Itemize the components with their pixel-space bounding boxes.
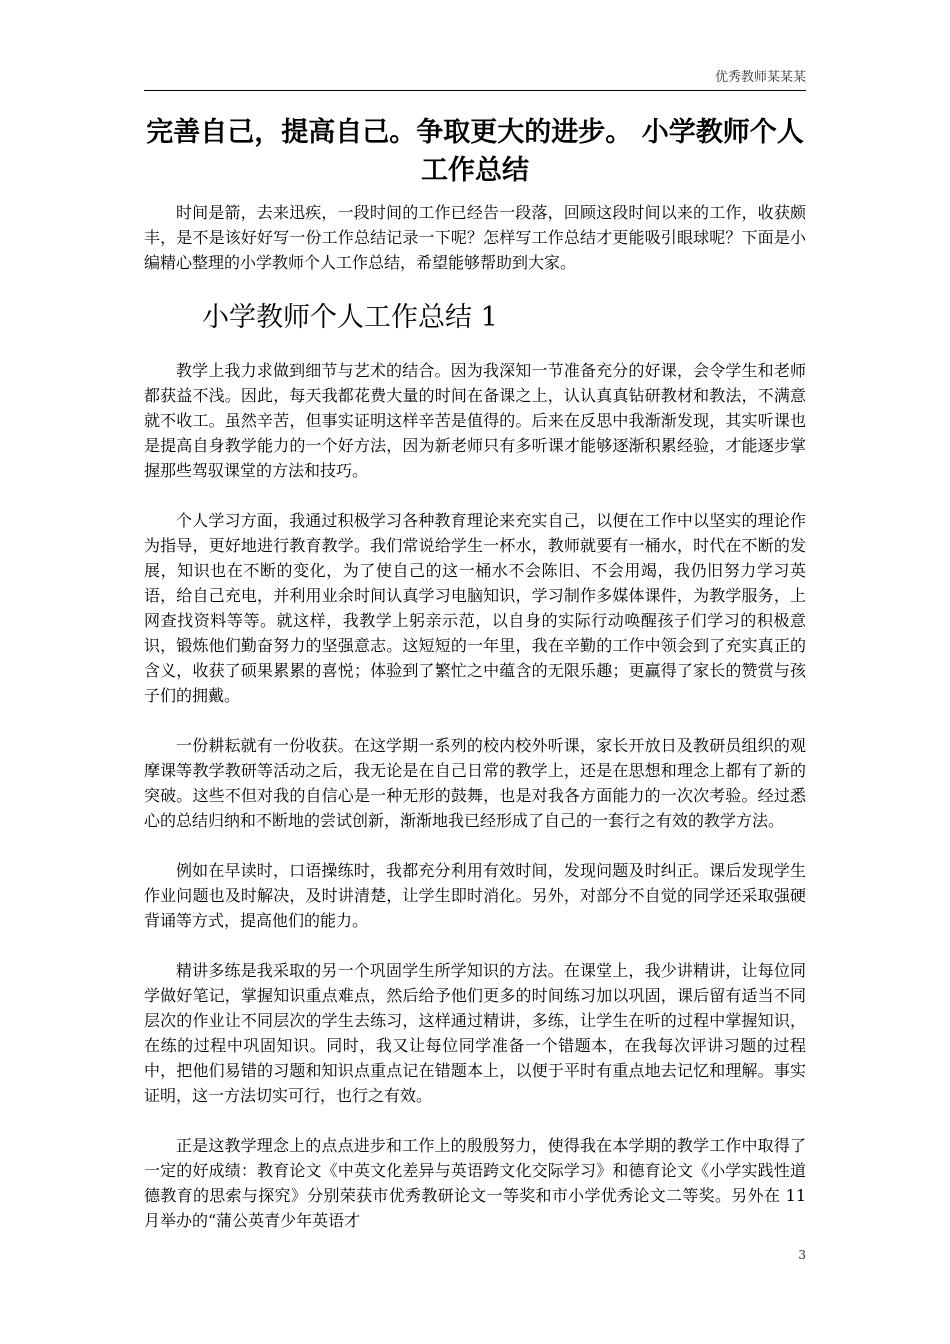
- document-body: [144, 200, 806, 1258]
- section-heading: 小学教师个人工作总结 1: [202, 302, 498, 333]
- body-paragraph-4: 例如在早读时，口语操练时，我都充分利用有效时间，发现问题及时纠正。课后发现学生作业问题也及时解决，及时讲清楚，让学生即时消化。另外，对部分不自觉的同学还采取强硬背诵等方式，提高他们的能力。: [144, 861, 806, 930]
- page-number: 3: [798, 1248, 806, 1262]
- page-header-text: 优秀教师某某某: [714, 70, 806, 85]
- body-paragraph-3: 一份耕耘就有一份收获。在这学期一系列的校内校外听课，家长开放日及教研员组织的观摩课等教学教研等活动之后，我无论是在自己日常的教学上，还是在思想和理念上都有了新的突破。这些不但对我的自信心是一种无形的鼓舞，也是对我各方面能力的一次次考验。经过悉心的总结归纳和不断地的尝试创新，渐渐地我已经形成了自己的一套行之有效的教学方法。: [144, 736, 806, 830]
- intro-paragraph: 时间是箭，去来迅疾，一段时间的工作已经告一段落，回顾这段时间以来的工作，收获颇丰，是不是该好好写一份工作总结记录一下呢？怎样写工作总结才更能吸引眼球呢？下面是小编精心整理的小学教师个人工作总结，希望能够帮助到大家。: [144, 203, 806, 272]
- document-title: 完善自己，提高自己。争取更大的进步。 小学教师个人工作总结: [146, 117, 804, 186]
- body-paragraph-5: 精讲多练是我采取的另一个巩固学生所学知识的方法。在课堂上，我少讲精讲，让每位同学做好笔记，掌握知识重点难点，然后给予他们更多的时间练习加以巩固，课后留有适当不同层次的作业让不同层次的学生去练习，这样通过精讲，多练，让学生在听的过程中掌握知识，在练的过程中巩固知识。同时，我又让每位同学准备一个错题本，在我每次评讲习题的过程中，把他们易错的习题和知识点重点记在错题本上，以便于平时有重点地去记忆和理解。事实证明，这一方法切实可行，也行之有效。: [144, 961, 806, 1105]
- body-paragraph-6: 正是这教学理念上的点点进步和工作上的殷殷努力，使得我在本学期的教学工作中取得了一定的好成绩：教育论文《中英文化差异与英语跨文化交际学习》和德育论文《小学实践性道德教育的思索与探究》分别荣获市优秀教研论文一等奖和市小学优秀论文二等奖。另外在 11 月举办的“蒲公英青少年英语才: [144, 1136, 806, 1230]
- body-paragraph-2: 个人学习方面，我通过积极学习各种教育理论来充实自己，以便在工作中以坚实的理论作为指导，更好地进行教育教学。我们常说给学生一杯水，教师就要有一桶水，时代在不断的发展，知识也在不断的变化，为了使自己的这一桶水不会陈旧、不会用竭，我仍旧努力学习英语，给自己充电，并利用业余时间认真学习电脑知识，学习制作多媒体课件，为教学服务，上网查找资料等等。就这样，我教学上躬亲示范，以自身的实际行动唤醒孩子们学习的积极意识，锻炼他们勤奋努力的坚强意志。这短短的一年里，我在辛勤的工作中领会到了充实真正的含义，收获了硕果累累的喜悦；体验到了繁忙之中蕴含的无限乐趣；更赢得了家长的赞赏与孩子们的拥戴。: [144, 511, 806, 705]
- body-paragraph-1: 教学上我力求做到细节与艺术的结合。因为我深知一节准备充分的好课，会令学生和老师都获益不浅。因此，每天我都花费大量的时间在备课之上，认认真真钻研教材和教法，不满意就不收工。虽然辛苦，但事实证明这样辛苦是值得的。后来在反思中我渐渐发现，其实听课也是提高自身教学能力的一个好方法，因为新老师只有多听课才能够逐渐积累经验，才能逐步掌握那些驾驭课堂的方法和技巧。: [144, 361, 806, 480]
- header-divider: [144, 90, 806, 91]
